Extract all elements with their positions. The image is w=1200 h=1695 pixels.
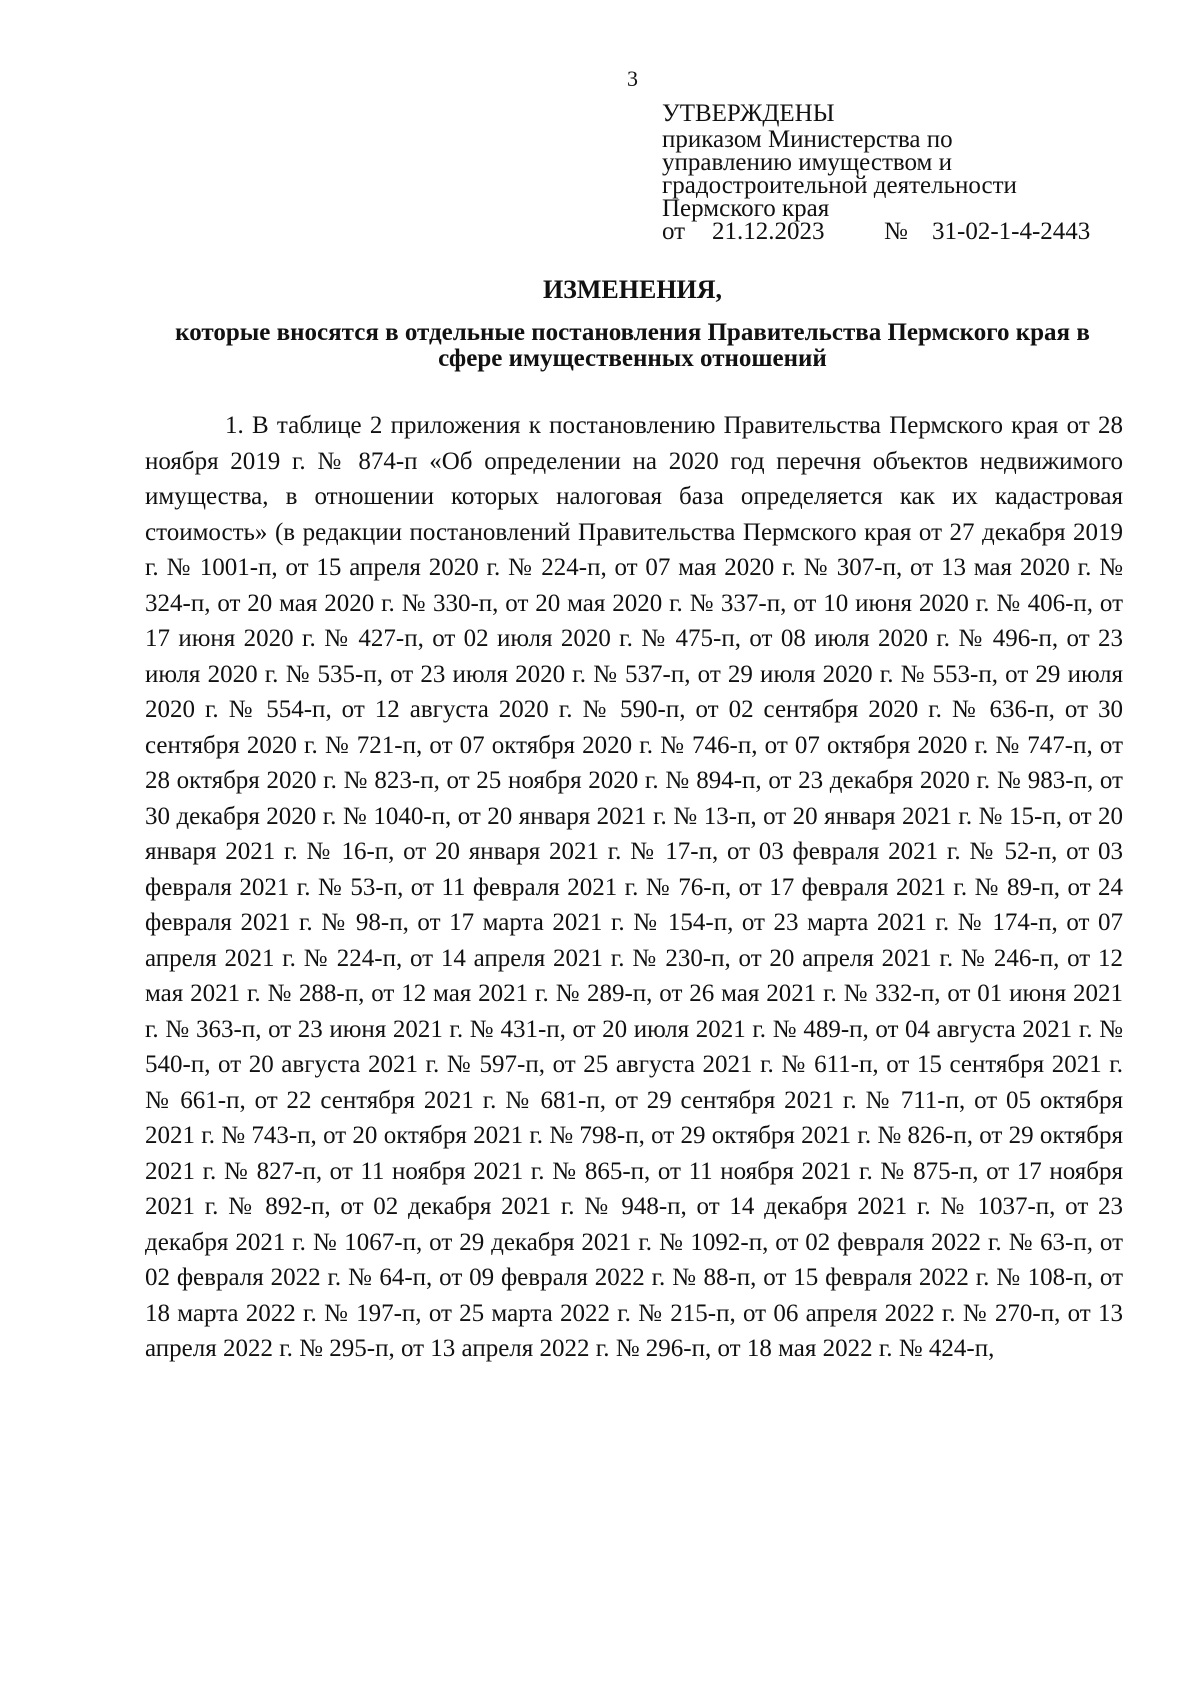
approval-date: 21.12.2023 [712, 218, 825, 245]
approval-line: градостроительной деятельности [662, 172, 1017, 199]
approval-block [662, 100, 1132, 243]
approval-number: 31-02-1-4-2443 [932, 218, 1091, 245]
document-heading: ИЗМЕНЕНИЯ, [542, 275, 723, 304]
date-prefix: от [662, 218, 686, 245]
approval-line: приказом Министерства по [662, 126, 953, 153]
document-subheading: которые вносятся в отдельные постановления Правительства Пермского края в сфере имущественных отношений [175, 319, 1090, 372]
number-prefix: № [884, 218, 908, 245]
approval-line: управлению имуществом и [662, 149, 953, 176]
approval-title: УТВЕРЖДЕНЫ [662, 100, 835, 127]
body-paragraph: 1. В таблице 2 приложения к постановлению Правительства Пермского края от 28 ноября 2019 г. № 874-п «Об определении на 2020 год перечня объектов недвижимого имущества, в отношении которых налоговая база определяется как их кадастровая стоимость» (в редакции постановлений Правительства Пермского края от 27 декабря 2019 г. № 1001-п, от 15 апреля 2020 г. № 224-п, от 07 мая 2020 г. № 307-п, от 13 мая 2020 г. № 324-п, от 20 мая 2020 г. № 330-п, от 20 мая 2020 г. № 337-п, от 10 июня 2020 г. № 406-п, от 17 июня 2020 г. № 427-п, от 02 июля 2020 г. № 475-п, от 08 июля 2020 г. № 496-п, от 23 июля 2020 г. № 535-п, от 23 июля 2020 г. № 537-п, от 29 июля 2020 г. № 553-п, от 29 июля 2020 г. № 554-п, от 12 августа 2020 г. № 590-п, от 02 сентября 2020 г. № 636-п, от 30 сентября 2020 г. № 721-п, от 07 октября 2020 г. № 746-п, от 07 октября 2020 г. № 747-п, от 28 октября 2020 г. № 823-п, от 25 ноября 2020 г. № 894-п, от 23 декабря 2020 г. № 983-п, от 30 декабря 2020 г. № 1040-п, от 20 января 2021 г. № 13-п, от 20 января 2021 г. № 15-п, от 20 января 2021 г. № 16-п, от 20 января 2021 г. № 17-п, от 03 февраля 2021 г. № 52-п, от 03 февраля 2021 г. № 53-п, от 11 февраля 2021 г. № 76-п, от 17 февраля 2021 г. № 89-п, от 24 февраля 2021 г. № 98-п, от 17 марта 2021 г. № 154-п, от 23 марта 2021 г. № 174-п, от 07 апреля 2021 г. № 224-п, от 14 апреля 2021 г. № 230-п, от 20 апреля 2021 г. № 246-п, от 12 мая 2021 г. № 288-п, от 12 мая 2021 г. № 289-п, от 26 мая 2021 г. № 332-п, от 01 июня 2021 г. № 363-п, от 23 июня 2021 г. № 431-п, от 20 июля 2021 г. № 489-п, от 04 августа 2021 г. № 540-п, от 20 августа 2021 г. № 597-п, от 25 августа 2021 г. № 611-п, от 15 сентября 2021 г. № 661-п, от 22 сентября 2021 г. № 681-п, от 29 сентября 2021 г. № 711-п, от 05 октября 2021 г. № 743-п, от 20 октября 2021 г. № 798-п, от 29 октября 2021 г. № 826-п, от 29 октября 2021 г. № 827-п, от 11 ноября 2021 г. № 865-п, от 11 ноября 2021 г. № 875-п, от 17 ноября 2021 г. № 892-п, от 02 декабря 2021 г. № 948-п, от 14 декабря 2021 г. № 1037-п, от 23 декабря 2021 г. № 1067-п, от 29 декабря 2021 г. № 1092-п, от 02 февраля 2022 г. № 63-п, от 02 февраля 2022 г. № 64-п, от 09 февраля 2022 г. № 88-п, от 15 февраля 2022 г. № 108-п, от 18 марта 2022 г. № 197-п, от 25 марта 2022 г. № 215-п, от 06 апреля 2022 г. № 270-п, от 13 апреля 2022 г. № 295-п, от 13 апреля 2022 г. № 296-п, от 18 мая 2022 г. № 424-п, [145, 412, 1123, 1362]
approval-date-line [662, 220, 1132, 243]
page-number: 3 [627, 66, 638, 91]
approval-line: Пермского края [662, 195, 830, 222]
